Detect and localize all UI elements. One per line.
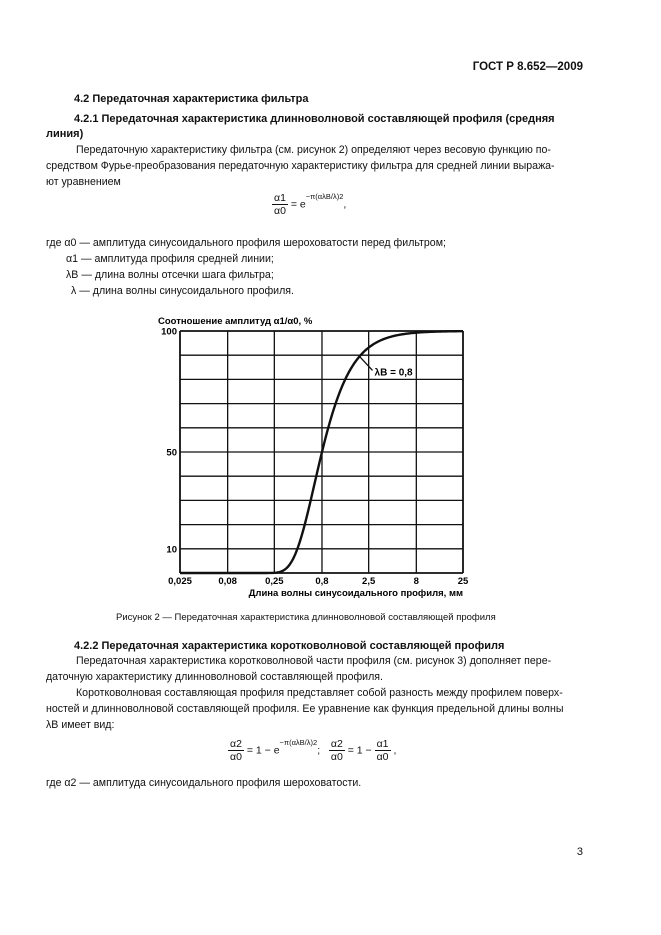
def-symbol: α1	[66, 253, 79, 265]
standard-number: ГОСТ Р 8.652—2009	[472, 61, 583, 73]
formula-1-trail: ,	[343, 198, 347, 211]
def-text: — длина волны синусоидального профиля.	[76, 285, 294, 297]
chart-y-tick-label: 10	[166, 544, 177, 556]
definition-item	[46, 283, 586, 299]
chart-x-tick-label: 25	[457, 576, 469, 587]
chart-title: Соотношение амплитуд α1/α0, %	[158, 316, 313, 327]
chart-x-tick-label: 0,25	[265, 576, 284, 587]
figure-caption: Рисунок 2 — Передаточная характеристика длинноволновой составляющей профиля	[116, 612, 496, 623]
def-text: — амплитуда синусоидального профиля шероховатости перед фильтром;	[76, 237, 446, 249]
formula-2-fraction-a	[228, 738, 244, 763]
def-text: — амплитуда синусоидального профиля шероховатости.	[76, 777, 362, 789]
def-symbol: α0	[64, 237, 77, 249]
chart-annotation-leader	[360, 356, 373, 370]
para-text: имеет вид:	[58, 719, 115, 731]
formula-2-numerator-a: α2	[230, 738, 242, 750]
formula-2-numerator-c: α1	[376, 738, 389, 750]
formula-2-denominator-b: α0	[330, 751, 343, 763]
definition-item	[46, 251, 586, 267]
para-line: Передаточная характеристика коротковолновой части профиля (см. рисунок 3) дополняет пере-	[76, 655, 552, 667]
formula-2-sep: ;	[317, 744, 321, 757]
final-definition	[46, 775, 586, 791]
formula-2-trail: ,	[393, 744, 397, 757]
formula-1	[272, 192, 346, 217]
chart-x-tick-label: 8	[413, 576, 419, 587]
para-line: даточную характеристику длинноволновой составляющей профиля.	[46, 671, 383, 683]
formula-2-mid-b: = 1 −	[347, 744, 372, 757]
section-4-2-1-paragraph	[46, 142, 586, 190]
para-line: ностей и длинноволновой составляющей профиля. Ее уравнение как функция предельной длины волны	[46, 703, 564, 715]
def-text: — длина волны отсечки шага фильтра;	[78, 269, 274, 281]
formula-2-numerator-b: α2	[330, 738, 343, 750]
definition-item	[46, 235, 586, 251]
definitions-list	[46, 235, 586, 299]
para-line: Передаточную характеристику фильтра (см. рисунок 2) определяют через весовую функцию по-	[76, 144, 551, 156]
def-symbol: λB	[66, 269, 79, 281]
formula-1-denominator: α0	[274, 205, 286, 217]
formula-1-fraction	[272, 192, 288, 217]
chart-annotation: λB = 0,8	[374, 367, 413, 379]
chart-y-tick-label: 50	[166, 447, 177, 459]
section-4-2-1-title-line2: линия)	[46, 128, 84, 140]
chart-y-tick-labels	[161, 327, 177, 556]
definition-item	[46, 267, 586, 283]
chart-x-tick-label: 0,8	[315, 576, 329, 587]
section-4-2-2-title: 4.2.2 Передаточная характеристика коротковолновой составляющей профиля	[74, 640, 505, 652]
chart-x-tick-label: 0,025	[168, 576, 192, 587]
def-prefix: где	[46, 777, 65, 789]
section-4-2-1-title	[46, 112, 584, 142]
def-symbol: α2	[64, 777, 77, 789]
chart-x-tick-label: 0,08	[218, 576, 237, 587]
formula-1-rhs: = e	[290, 198, 306, 211]
formula-2	[228, 738, 396, 763]
def-text: — амплитуда профиля средней линии;	[78, 253, 274, 265]
formula-2-fraction-c	[375, 738, 391, 763]
formula-2-denominator-a: α0	[230, 751, 242, 763]
para-line: Коротковолновая составляющая профиля представляет собой разность между профилем поверх-	[76, 687, 563, 699]
def-prefix: где	[46, 237, 65, 249]
def-symbol: λ	[71, 285, 77, 297]
para-line: ют уравнением	[46, 176, 121, 188]
chart-y-tick-label: 100	[161, 326, 177, 338]
formula-2-mid-a: = 1 − e	[246, 744, 280, 757]
figure-2-chart	[150, 308, 490, 600]
formula-2-denominator-c: α0	[376, 751, 389, 763]
formula-1-exponent: −π(αλB/λ)2	[305, 191, 344, 201]
para-line: средством Фурье-преобразования передаточную характеристику фильтра для средней линии выража-	[46, 160, 555, 172]
para-symbol: λB	[46, 719, 59, 731]
formula-1-numerator: α1	[274, 192, 286, 204]
chart-x-axis-label: Длина волны синусоидального профиля, мм	[248, 588, 463, 599]
page-number: 3	[576, 846, 583, 858]
section-4-2-2-paragraph-2	[46, 685, 586, 733]
section-4-2-2-paragraph-1	[46, 653, 586, 685]
formula-2-fraction-b	[329, 738, 345, 763]
section-4-2-title: 4.2 Передаточная характеристика фильтра	[74, 93, 309, 105]
formula-2-exponent: −π(αλB/λ)2	[279, 737, 318, 747]
para-line	[46, 717, 586, 733]
chart-x-tick-labels	[168, 576, 469, 587]
section-4-2-1-title-line1: 4.2.1 Передаточная характеристика длинноволновой составляющей профиля (средняя	[74, 113, 555, 125]
chart-x-tick-label: 2,5	[362, 576, 376, 587]
